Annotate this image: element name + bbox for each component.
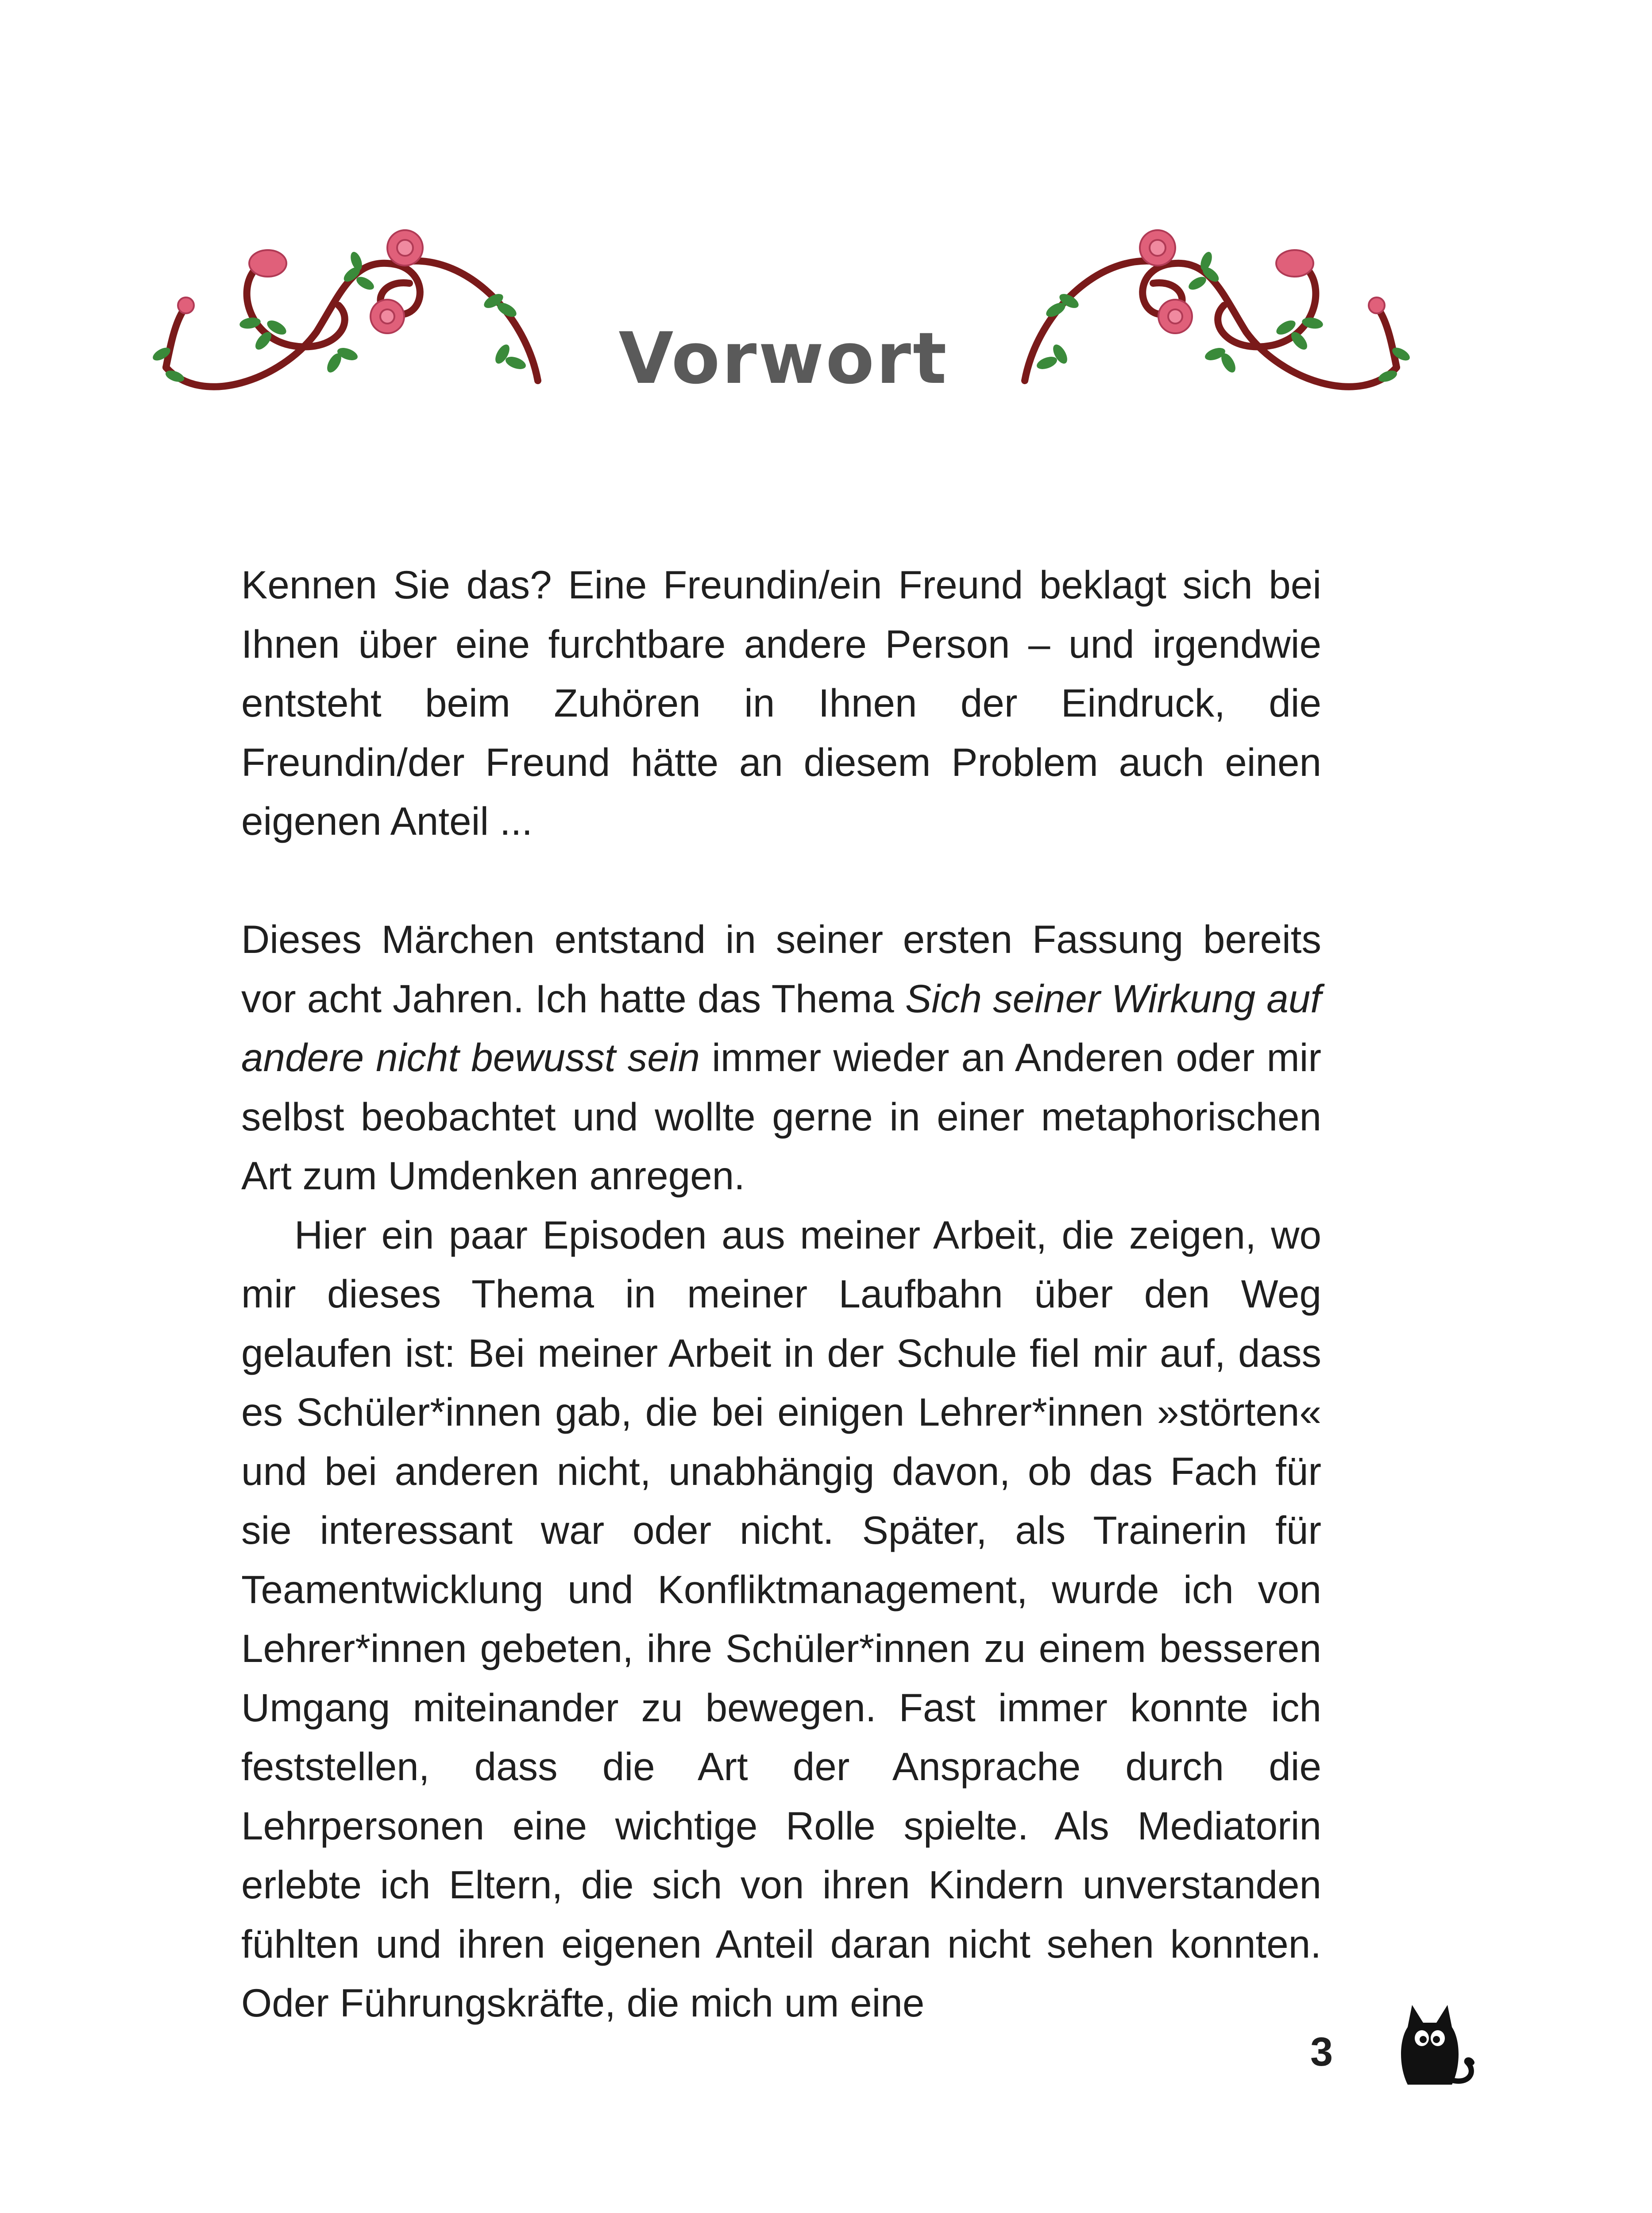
page-number: 3 [1310,2029,1333,2074]
chapter-title: Vorwort [618,317,949,400]
paragraph-1: Kennen Sie das? Eine Freundin/ein Freund beklagt sich bei Ihnen über eine furchtbare andere Person – und irgendwie entsteht beim Zuhören in Ihnen der Eindruck, die Freundin/der Freund hätte an diesem Problem auch einen eigenen Anteil ... [241,563,1321,843]
paragraph-2-text-b: immer wieder an Anderen oder mir selbst beobachtet und wollte gerne in einer metaphorischen Art zum Umdenken anregen. [241,1035,1321,1198]
rose-vine-icon [1007,221,1414,416]
paragraph-2 [241,910,1321,1206]
rose-vine-ornament-left [148,221,556,416]
paragraph-3: Hier ein paar Episoden aus meiner Arbeit, die zeigen, wo mir dieses Thema in meiner Laufbahn über den Weg gelaufen ist: Bei meiner Arbeit in der Schule fiel mir auf, dass es Schüler*innen gab, die bei einigen Lehrer*innen »störten« und bei anderen nicht, unabhängig davon, ob das Fach für sie interessant war oder nicht. Später, als Trainerin für Teamentwicklung und Konfliktmanagement, wurde ich von Lehrer*innen gebeten, ihre Schüler*innen zu einem besseren Umgang miteinander zu bewegen. Fast immer konnte ich feststellen, dass die Art der Ansprache durch die Lehrpersonen eine wichtige Rolle spielte. Als Mediatorin erlebte ich Eltern, die sich von ihren Kindern unverstanden fühlten und ihren eigenen Anteil daran nicht sehen konnten. Oder Führungskräfte, die mich um eine [241,1212,1321,2025]
body-text [241,555,1321,2033]
black-cat-icon [1394,2001,1478,2098]
paragraph-2-text-a: Dieses Märchen entstand in seiner ersten Fassung bereits vor acht Jahren. Ich hatte das Thema [241,917,1321,1021]
rose-vine-ornament-right [1007,221,1414,416]
paragraph-2-italic: Sich seiner Wirkung auf andere nicht bewusst sein [241,976,1321,1080]
rose-vine-icon [148,221,556,416]
